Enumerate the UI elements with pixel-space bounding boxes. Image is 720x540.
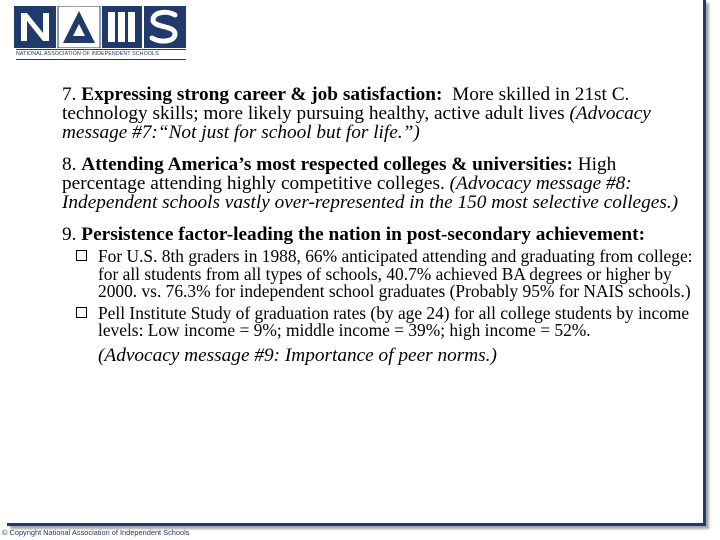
advocacy-message: (Advocacy message #8: Independent schools vastly over-represented in the 150 most selective colleges.) (62, 173, 679, 213)
item-text: More skilled in 21st C. technology skills; more likely pursuing healthy, active adult lives (62, 84, 630, 124)
slide-content (62, 85, 702, 366)
item-8 (62, 155, 702, 212)
closing-advocacy-message: (Advocacy message #9: Importance of peer norms.) (98, 344, 497, 366)
bullet-list (62, 248, 702, 340)
checkbox-bullet-icon (76, 250, 87, 261)
item-text: High percentage attending highly competitive colleges. (62, 154, 617, 194)
item-heading: Persistence factor-leading the nation in post-secondary achievement: (81, 224, 646, 245)
item-number: 7. (62, 84, 77, 105)
item-heading: Expressing strong career & job satisfaction: (81, 84, 443, 105)
checkbox-bullet-icon (76, 307, 87, 318)
item-heading: Attending America’s most respected colleges & universities: (81, 154, 573, 175)
nais-logo (14, 6, 186, 58)
advocacy-message: (Advocacy message #7:“Not just for school but for life.”) (62, 103, 651, 143)
logo-letters (14, 6, 186, 48)
item-9 (62, 225, 702, 244)
bullet-text: For U.S. 8th graders in 1988, 66% anticipated attending and graduating from college: for all students from all types of schools, 40.7% achieved BA degrees or higher by 2000. vs. 76.3% for independent school graduates (Probably 95% for NAIS schools.) (98, 246, 693, 301)
bullet-text: Pell Institute Study of graduation rates (by age 24) for all college students by income levels: Low income = 9%; middle income = 39%; high income = 52%. (98, 302, 690, 340)
item-number: 8. (62, 154, 77, 175)
list-item (62, 248, 702, 301)
logo-caption: NATIONAL ASSOCIATION OF INDEPENDENT SCHOOLS (16, 49, 186, 60)
item-7 (62, 85, 702, 142)
list-item (62, 302, 702, 340)
copyright-footer: © Copyright National Association of Independent Schools (2, 528, 190, 537)
item-number: 9. (62, 224, 77, 245)
